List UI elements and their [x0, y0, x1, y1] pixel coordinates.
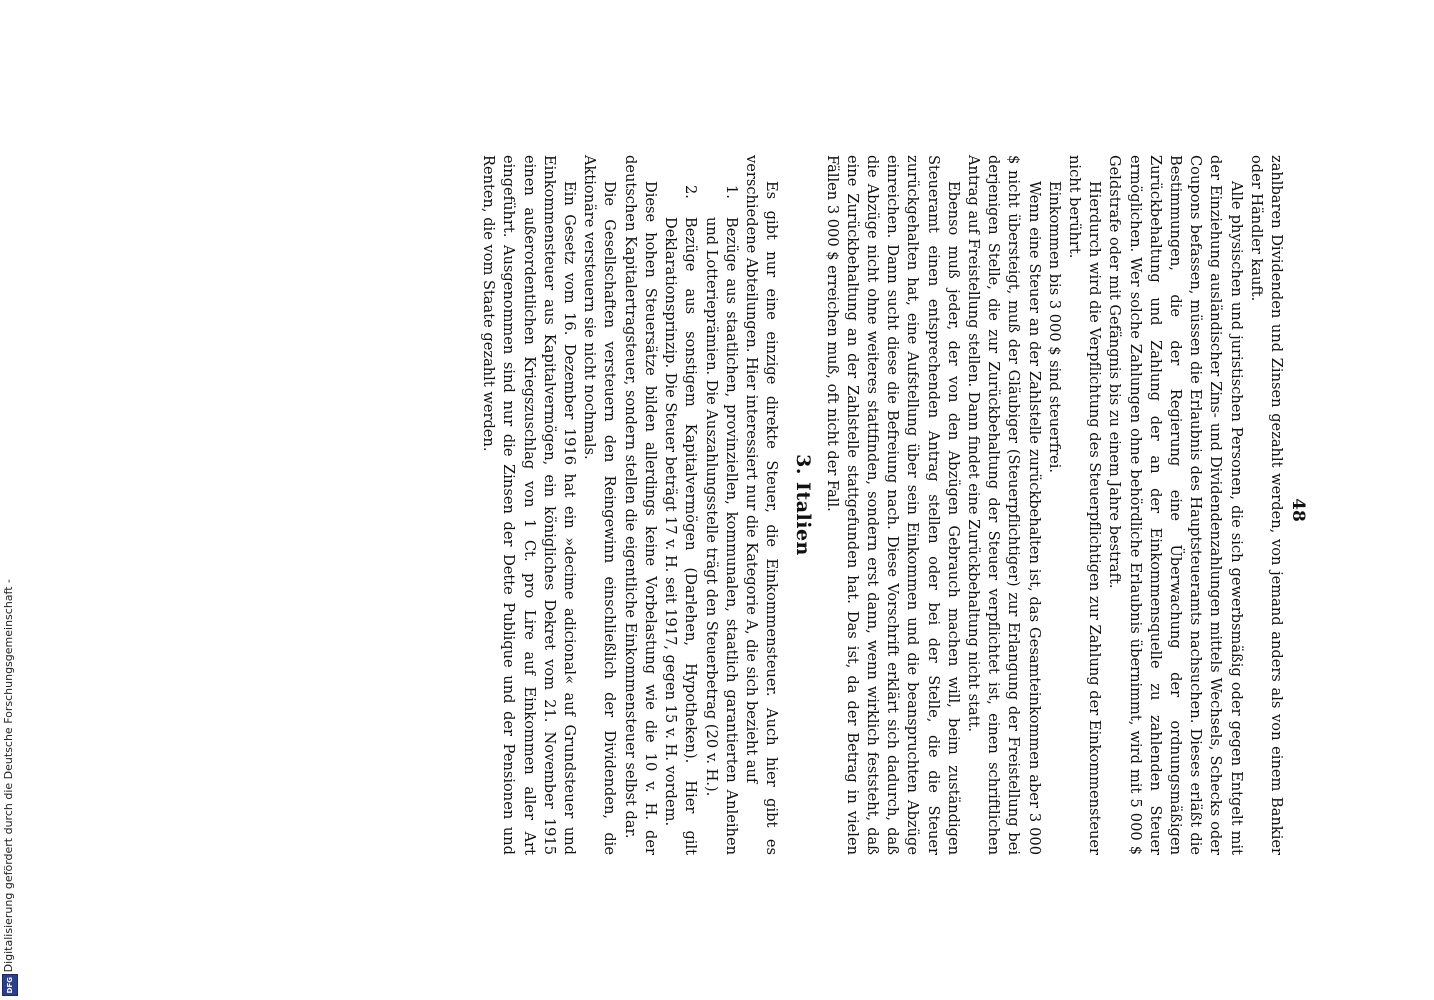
page-body [478, 155, 1286, 855]
paragraph: Diese hohen Steuersätze bilden allerdings keine Vorbelastung wie die 10 v. H. der deutschen Kapitalertragsteuer, sondern stellen die eigentliche Einkommensteuer selbst dar. [621, 155, 659, 855]
paragraph: Hierdurch wird die Verpflichtung des Steuerpflichtigen zur Zahlung der Einkommensteuer nicht berührt. [1065, 155, 1104, 855]
digitization-footer [0, 578, 22, 1000]
paragraph: Es gibt nur eine einzige direkte Steuer, die Einkommensteuer. Auch hier gibt es verschiedene Abteilungen. Hier interessiert nur die Kategorie A, die sich bezieht auf [742, 155, 781, 855]
dfg-logo-text: DFG [6, 976, 14, 994]
continued-paragraph: zahlbaren Dividenden und Zinsen gezahlt werden, von jemand anders als von einem Bankier oder Händler kauft. [1247, 155, 1285, 855]
paragraph: Die Gesellschaften versteuern den Reingewinn einschließlich der Dividenden, die Aktionäre versteuern sie nicht nochmals. [581, 155, 619, 855]
funding-notice: Digitalisierung gefördert durch die Deutsche Forschungsgemeinschaft - [2, 578, 15, 972]
list-text: Bezüge aus sonstigem Kapitalvermögen (Darlehen, Hypotheken). Hier gilt Deklarationsprinzip. Die Steuer beträgt 17 v. H. seit 1917, gegen 15 v. H. vordem. [662, 217, 700, 855]
list-text: Bezüge aus staatlichen, provinziellen, kommunalen, staatlich garantierten Anleihen und Lotterieprämien. Die Auszahlungsstelle trägt den Steuerbetrag (20 v. H.). [702, 217, 740, 855]
paragraph: Einkommen bis 3 000 $ sind steuerfrei. [1045, 181, 1063, 474]
section-heading: 3. Italien [792, 454, 815, 556]
list-item [700, 155, 740, 855]
paragraph: Ebenso muß jeder, der von den Abzügen Gebrauch machen will, beim zuständigen Steueramt einen entsprechenden Antrag stellen oder bei der Stelle, die die Steuer zurückgehalten hat, eine Aufstellung über sein Einkommen und die beanspruchten Abzüge einreichen. Dann sucht diese die Befreiung nach. Diese Vorschrift erklärt sich dadurch, daß die Abzüge nicht ohne weiteres stattfinden, sondern erst dann, wenn wirklich feststeht, daß eine Zurückbehaltung an der Zahlstelle stattgefunden hat. Das ist, da der Betrag in vielen Fällen 3 000 $ erreichen muß, oft nicht der Fall. [823, 155, 962, 855]
page-number: 48 [1288, 498, 1308, 522]
list-number: 2. [682, 185, 700, 199]
paragraph: Wenn eine Steuer an der Zahlstelle zurückbehalten ist, das Gesamteinkommen aber 3 000 $ nicht übersteigt, muß der Gläubiger (Steuerpflichtiger) zur Erlangung der Freistellung bei derjenigen Stelle, die zur Zurückbehaltung der Steuer verpflichtet ist, einen schriftlichen Antrag auf Freistellung stellen. Dann findet eine Zurückbehaltung nicht statt. [964, 155, 1043, 855]
paragraph: Ein Gesetz vom 16. Dezember 1916 hat ein »decime adicional« auf Grundsteuer und Einkommensteuer aus Kapitalvermögen, ein königliches Dekret vom 21. November 1915 einen außerordentlichen Kriegszuschlag von 1 Ct. pro Lire auf Einkommen aller Art eingeführt. Ausgenommen sind nur die Zinsen der Dette Publique und der Pensionen und Renten, die vom Staate gezahlt werden. [480, 155, 579, 855]
list-item [660, 155, 700, 855]
dfg-logo-icon [2, 974, 18, 996]
list-number: 1. [722, 185, 740, 199]
paragraph: Alle physischen und juristischen Personen, die sich gewerbsmäßig oder gegen Entgelt mit der Einziehung ausländischer Zins- und Dividendenzahlungen mittels Wechsels, Schecks oder Coupons befassen, müssen die Erlaubnis des Hauptsteueramts nachsuchen. Dieses erläßt die Bestimmungen, die der Regierung eine Überwachung der ordnungsmäßigen Zurückbehaltung und Zahlung der an der Einkommensquelle zu zahlenden Steuer ermöglichen. Wer solche Zahlungen ohne behördliche Erlaubnis übernimmt, wird mit 5 000 $ Geldstrafe oder mit Gefängnis bis zu einem Jahre bestraft. [1106, 155, 1245, 855]
